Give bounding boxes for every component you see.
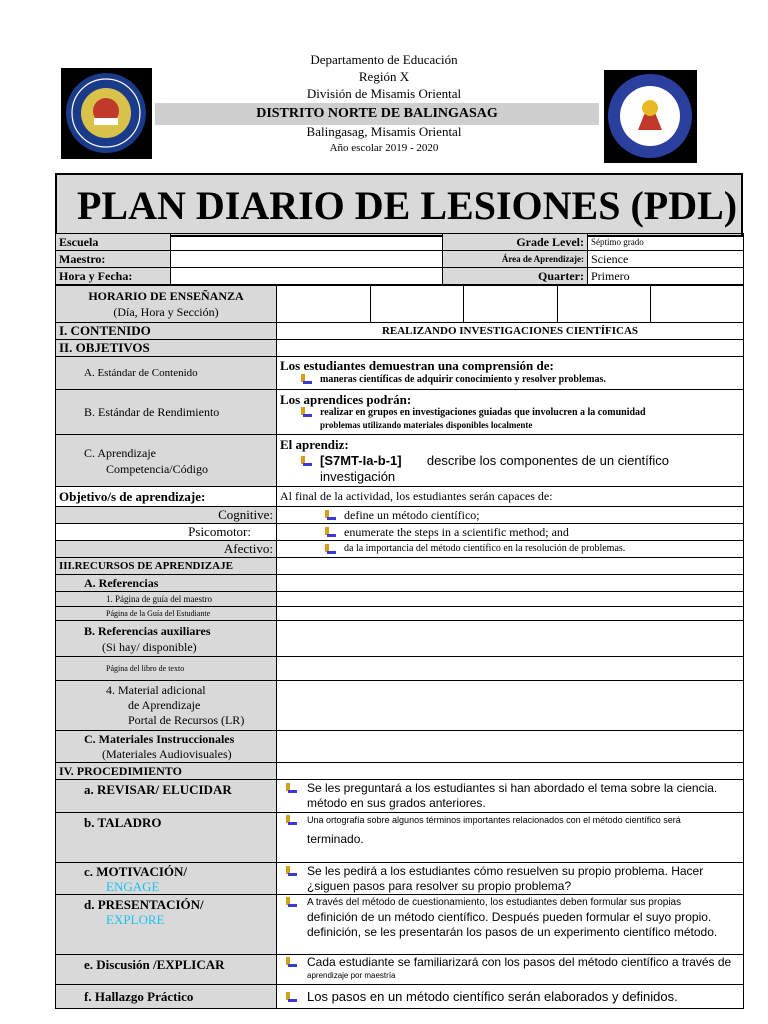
motivacion-cell: Se les pedirá a los estudiantes cómo resuelven su propio problema. Hacer ¿siguen pasos para resolver su propio problema? (277, 863, 744, 895)
discusion-text1: Cada estudiante se familiarizará con los pasos del método científico a través de (307, 955, 740, 969)
explore-label: EXPLORE (106, 912, 165, 927)
motivacion-label: c. MOTIVACIÓN/ ENGAGE (56, 863, 277, 895)
horario-line2: (Día, Hora y Sección) (113, 305, 219, 319)
taladro-cell (277, 813, 744, 863)
bullet-icon (324, 544, 336, 555)
horario-slot (651, 286, 744, 323)
maestro-value (171, 251, 443, 268)
estandar-rendimiento-label: B. Estándar de Rendimiento (56, 390, 277, 435)
objetivos-label: II. OBJETIVOS (56, 340, 277, 357)
area-value: Science (588, 251, 744, 268)
guia-estudiante-value (277, 607, 744, 621)
deped-seal-left (61, 68, 152, 159)
recursos-value (277, 558, 744, 575)
referencias-value (277, 575, 744, 592)
location-line: Balingasag, Misamis Oriental (306, 124, 462, 139)
presentacion-cell (277, 895, 744, 955)
objetivo-aprendizaje-intro: Al final de la actividad, los estudiantes serán capaces de: (277, 487, 744, 507)
recursos-label: III.RECURSOS DE APRENDIZAJE (56, 558, 277, 575)
engage-label: ENGAGE (106, 878, 160, 894)
horario-slot (371, 286, 464, 323)
cognitive-label: Cognitive: (56, 507, 277, 524)
taladro-text2: terminado. (307, 832, 364, 847)
school-year-line: Año escolar 2019 - 2020 (329, 142, 439, 154)
competencia-label: C. Aprendizaje Competencia/Código (56, 435, 277, 487)
contenido-value: REALIZANDO INVESTIGACIONES CIENTÍFICAS (277, 323, 744, 340)
objetivos-value (277, 340, 744, 357)
procedimiento-value (277, 763, 744, 780)
contenido-label: I. CONTENIDO (56, 323, 277, 340)
main-table (55, 285, 744, 1009)
bullet-icon (285, 815, 297, 826)
libro-texto-value (277, 657, 744, 681)
estandar-rendimiento-head: Los aprendices podrán: (280, 391, 412, 407)
title-table (55, 173, 743, 237)
bullet-icon (285, 957, 297, 968)
district-band: DISTRITO NORTE DE BALINGASAG (155, 103, 599, 125)
bullet-icon (300, 407, 312, 418)
region-line: Región X (358, 69, 410, 84)
guia-maestro-label: 1. Página de guía del maestro (56, 592, 277, 607)
cognitive-value: define un método científico; (277, 507, 744, 524)
grade-value: Séptimo grado (588, 234, 744, 251)
revisar-cell: Se les preguntará a los estudiantes si han abordado el tema sobre la ciencia. método en sus grados anteriores. (277, 780, 744, 813)
horario-line1: HORARIO DE ENSEÑANZA (88, 289, 244, 303)
taladro-text1: Una ortografía sobre algunos términos importantes relacionados con el método científico será (307, 815, 740, 826)
hora-fecha-value (171, 268, 443, 285)
taladro-label: b. TALADRO (56, 813, 277, 863)
presentacion-label: d. PRESENTACIÓN/ EXPLORE (56, 895, 277, 955)
guia-maestro-value (277, 592, 744, 607)
materiales-instruccionales-value (277, 731, 744, 763)
hora-fecha-label: Hora y Fecha: (56, 268, 171, 285)
afectivo-value: da la importancia del método científico en la resolución de problemas. (277, 541, 744, 558)
dept-line: Departamento de Educación (310, 52, 458, 67)
presentacion-text2: definición de un método científico. Después pueden formular el suyo propio. definición, se les presentarán los pasos de un experimento científico método. (307, 910, 718, 939)
horario-slot (277, 286, 371, 323)
discusion-cell (277, 955, 744, 985)
quarter-value: Primero (588, 268, 744, 285)
material-adicional-value (277, 681, 744, 731)
division-line: División de Misamis Oriental (306, 86, 462, 101)
competencia-item2: investigación (320, 468, 396, 484)
bullet-icon (324, 510, 336, 521)
deped-seal-right (604, 70, 697, 163)
hallazgo-cell: Los pasos en un método científico serán elaborados y definidos. (277, 985, 744, 1009)
bullet-icon (324, 527, 336, 538)
estandar-rendimiento-item2: problemas utilizando materiales disponibles localmente (320, 419, 533, 430)
horario-cell (56, 286, 277, 323)
bullet-icon (285, 783, 297, 794)
discusion-text2: aprendizaje por maestría (307, 971, 396, 980)
bullet-icon (285, 992, 297, 1003)
referencias-auxiliares-value (277, 621, 744, 657)
maestro-label: Maestro: (56, 251, 171, 268)
competencia-cell (277, 435, 744, 487)
objetivo-aprendizaje-label: Objetivo/s de aprendizaje: (56, 487, 277, 507)
escuela-value (171, 234, 443, 251)
estandar-contenido-label: A. Estándar de Contenido (56, 357, 277, 390)
presentacion-text1: A través del método de cuestionamiento, los estudiantes deben formular sus propias (307, 895, 740, 910)
bullet-icon (285, 897, 297, 908)
referencias-auxiliares-label: B. Referencias auxiliares (Si hay/ disponible) (56, 621, 277, 657)
horario-slot (558, 286, 651, 323)
bullet-icon (285, 866, 297, 877)
horario-slot (464, 286, 558, 323)
referencias-label: A. Referencias (56, 575, 277, 592)
estandar-rendimiento-item: realizar en grupos en investigaciones guiadas que involucren a la comunidad (280, 406, 740, 419)
bullet-icon (300, 456, 312, 467)
page-title: PLAN DIARIO DE LESIONES (PDL) (56, 174, 742, 236)
quarter-label: Quarter: (443, 268, 588, 285)
estandar-rendimiento-cell (277, 390, 744, 435)
guia-estudiante-label: Página de la Guía del Estudiante (56, 607, 277, 621)
psicomotor-label: Psicomotor: (56, 524, 277, 541)
revisar-label: a. REVISAR/ ELUCIDAR (56, 780, 277, 813)
bullet-icon (300, 374, 312, 385)
procedimiento-label: IV. PROCEDIMIENTO (56, 763, 277, 780)
libro-texto-label: Página del libro de texto (56, 657, 277, 681)
estandar-contenido-head: Los estudiantes demuestran una comprensión de: (280, 358, 554, 373)
info-table (55, 233, 744, 285)
grade-label: Grade Level: (443, 234, 588, 251)
competencia-head: El aprendiz: (280, 436, 349, 452)
estandar-contenido-cell (277, 357, 744, 390)
estandar-contenido-item: maneras científicas de adquirir conocimiento y resolver problemas. (280, 373, 740, 387)
area-label: Área de Aprendizaje: (443, 251, 588, 268)
discusion-label: e. Discusión /EXPLICAR (56, 955, 277, 985)
competencia-item: [S7MT-Ia-b-1] describe los componentes de un científico (280, 453, 740, 469)
psicomotor-value: enumerate the steps in a scientific method; and (277, 524, 744, 541)
material-adicional-label: 4. Material adicional de Aprendizaje Portal de Recursos (LR) (56, 681, 277, 731)
materiales-instruccionales-label: C. Materiales Instruccionales (Materiales Audiovisuales) (56, 731, 277, 763)
hallazgo-label: f. Hallazgo Práctico (56, 985, 277, 1009)
escuela-label: Escuela (56, 234, 171, 251)
afectivo-label: Afectivo: (56, 541, 277, 558)
